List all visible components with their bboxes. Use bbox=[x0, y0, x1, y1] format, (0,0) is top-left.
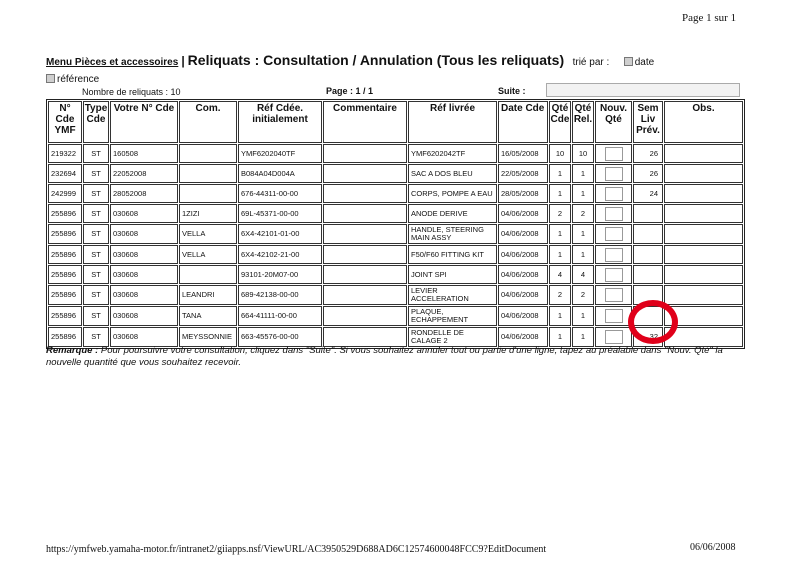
cell-qte-rel: 1 bbox=[572, 224, 594, 244]
cell-com: VELLA bbox=[179, 245, 237, 264]
sort-date-label: date bbox=[634, 57, 655, 68]
col-header-commentaire: Commentaire bbox=[323, 101, 407, 143]
cell-sem-liv bbox=[633, 245, 663, 264]
cell-date: 22/05/2008 bbox=[498, 164, 548, 183]
cell-votre-cde: 030608 bbox=[110, 306, 178, 326]
nouv-qte-input[interactable] bbox=[605, 268, 623, 282]
radio-icon bbox=[624, 57, 633, 66]
cell-ref-livree: ANODE DERIVE bbox=[408, 204, 497, 223]
cell-cde-ymf: 255896 bbox=[48, 204, 82, 223]
cell-sem-liv bbox=[633, 224, 663, 244]
cell-cde-ymf: 232694 bbox=[48, 164, 82, 183]
nouv-qte-input[interactable] bbox=[605, 227, 623, 241]
cell-qte-rel: 1 bbox=[572, 306, 594, 326]
cell-com: 1ZIZI bbox=[179, 204, 237, 223]
nouv-qte-input[interactable] bbox=[605, 187, 623, 201]
table-row bbox=[48, 184, 743, 203]
cell-nouv-qte bbox=[595, 144, 632, 163]
sem-liv-value: 32 bbox=[649, 332, 658, 341]
remark-label: Remarque : bbox=[46, 345, 99, 356]
col-header-qte-rel: Qté Rel. bbox=[572, 101, 594, 143]
cell-qte-rel: 1 bbox=[572, 327, 594, 347]
cell-date: 04/06/2008 bbox=[498, 327, 548, 347]
cell-type: ST bbox=[83, 327, 109, 347]
cell-ref-initiale: 6X4-42102-21-00 bbox=[238, 245, 322, 264]
sort-reference-label: référence bbox=[57, 74, 100, 85]
cell-ref-livree: SAC A DOS BLEU bbox=[408, 164, 497, 183]
cell-sem-liv bbox=[633, 144, 663, 163]
cell-cde-ymf: 219322 bbox=[48, 144, 82, 163]
cell-ref-livree: YMF6202042TF bbox=[408, 144, 497, 163]
table-row bbox=[48, 164, 743, 183]
cell-type: ST bbox=[83, 245, 109, 264]
cell-nouv-qte bbox=[595, 285, 632, 305]
cell-nouv-qte bbox=[595, 184, 632, 203]
menu-link[interactable]: Menu Pièces et accessoires bbox=[46, 57, 179, 68]
page-indicator: Page : 1 / 1 bbox=[326, 86, 374, 96]
nouv-qte-input[interactable] bbox=[605, 147, 623, 161]
table-row bbox=[48, 204, 743, 223]
cell-cde-ymf: 255896 bbox=[48, 285, 82, 305]
suite-button[interactable] bbox=[546, 83, 740, 97]
nouv-qte-input[interactable] bbox=[605, 309, 623, 323]
nouv-qte-input[interactable] bbox=[605, 288, 623, 302]
sem-liv-value: 24 bbox=[649, 188, 658, 198]
cell-cde-ymf: 255896 bbox=[48, 265, 82, 284]
cell-nouv-qte bbox=[595, 265, 632, 284]
cell-sem-liv bbox=[633, 164, 663, 183]
footer-date: 06/06/2008 bbox=[690, 542, 736, 553]
table-row bbox=[48, 285, 743, 305]
cell-commentaire bbox=[323, 204, 407, 223]
cell-obs bbox=[664, 184, 743, 203]
title-separator: | bbox=[181, 54, 185, 68]
cell-cde-ymf: 255896 bbox=[48, 327, 82, 347]
cell-ref-initiale: 689-42138-00-00 bbox=[238, 285, 322, 305]
cell-date: 04/06/2008 bbox=[498, 285, 548, 305]
cell-obs bbox=[664, 204, 743, 223]
cell-obs bbox=[664, 144, 743, 163]
cell-commentaire bbox=[323, 265, 407, 284]
cell-obs bbox=[664, 224, 743, 244]
cell-qte-cde: 1 bbox=[549, 164, 571, 183]
cell-qte-cde: 1 bbox=[549, 306, 571, 326]
cell-obs bbox=[664, 245, 743, 264]
cell-nouv-qte bbox=[595, 306, 632, 326]
cell-qte-cde: 1 bbox=[549, 224, 571, 244]
sort-by-reference[interactable] bbox=[46, 74, 99, 85]
cell-qte-rel: 2 bbox=[572, 204, 594, 223]
cell-ref-initiale: 676-44311-00-00 bbox=[238, 184, 322, 203]
cell-ref-livree: CORPS, POMPE A EAU bbox=[408, 184, 497, 203]
col-header-ref-livree: Réf livrée bbox=[408, 101, 497, 143]
radio-icon bbox=[46, 74, 55, 83]
cell-ref-initiale: B084A04D004A bbox=[238, 164, 322, 183]
col-header-type: Type Cde bbox=[83, 101, 109, 143]
cell-com: VELLA bbox=[179, 224, 237, 244]
col-header-qte-cde: Qté Cde bbox=[549, 101, 571, 143]
cell-commentaire bbox=[323, 285, 407, 305]
cell-nouv-qte bbox=[595, 327, 632, 347]
cell-ref-livree: HANDLE, STEERING MAIN ASSY bbox=[408, 224, 497, 244]
cell-qte-cde: 4 bbox=[549, 265, 571, 284]
cell-date: 04/06/2008 bbox=[498, 265, 548, 284]
cell-sem-liv bbox=[633, 204, 663, 223]
cell-ref-initiale: 663-45576-00-00 bbox=[238, 327, 322, 347]
cell-qte-rel: 2 bbox=[572, 285, 594, 305]
cell-votre-cde: 030608 bbox=[110, 285, 178, 305]
cell-type: ST bbox=[83, 184, 109, 203]
cell-date: 04/06/2008 bbox=[498, 245, 548, 264]
col-header-ref-initiale: Réf Cdée. initialement bbox=[238, 101, 322, 143]
cell-com: MEYSSONNIE bbox=[179, 327, 237, 347]
cell-obs bbox=[664, 265, 743, 284]
cell-type: ST bbox=[83, 265, 109, 284]
cell-type: ST bbox=[83, 204, 109, 223]
footer-url: https://ymfweb.yamaha-motor.fr/intranet2/giiapps.nsf/ViewURL/AC3950529D688AD6C12574600048FCC9?EditDocument bbox=[46, 544, 547, 555]
cell-commentaire bbox=[323, 245, 407, 264]
table-row bbox=[48, 224, 743, 244]
cell-ref-livree: LEVIER ACCELERATION bbox=[408, 285, 497, 305]
col-header-nouv-qte: Nouv. Qté bbox=[595, 101, 632, 143]
suite-label: Suite : bbox=[498, 86, 526, 96]
cell-com: LEANDRI bbox=[179, 285, 237, 305]
cell-qte-rel: 4 bbox=[572, 265, 594, 284]
cell-qte-rel: 1 bbox=[572, 184, 594, 203]
page-counter: Page 1 sur 1 bbox=[682, 12, 737, 24]
cell-date: 28/05/2008 bbox=[498, 184, 548, 203]
title-bar bbox=[46, 52, 654, 70]
sort-label: trié par : bbox=[572, 57, 610, 68]
cell-date: 04/06/2008 bbox=[498, 224, 548, 244]
table-row bbox=[48, 245, 743, 264]
cell-votre-cde: 030608 bbox=[110, 265, 178, 284]
highlight-circle-annotation bbox=[628, 300, 678, 344]
cell-ref-livree: JOINT SPI bbox=[408, 265, 497, 284]
sem-liv-value: 26 bbox=[649, 148, 658, 158]
cell-date: 16/05/2008 bbox=[498, 144, 548, 163]
col-header-votre-cde: Votre N° Cde bbox=[110, 101, 178, 143]
cell-commentaire bbox=[323, 144, 407, 163]
cell-votre-cde: 160508 bbox=[110, 144, 178, 163]
cell-type: ST bbox=[83, 224, 109, 244]
cell-ref-livree: PLAQUE, ECHAPPEMENT bbox=[408, 306, 497, 326]
cell-ref-livree: RONDELLE DE CALAGE 2 bbox=[408, 327, 497, 347]
cell-votre-cde: 28052008 bbox=[110, 184, 178, 203]
reliquats-count: Nombre de reliquats : 10 bbox=[82, 87, 181, 97]
cell-qte-cde: 2 bbox=[549, 285, 571, 305]
cell-nouv-qte bbox=[595, 164, 632, 183]
cell-votre-cde: 030608 bbox=[110, 224, 178, 244]
cell-obs bbox=[664, 164, 743, 183]
table-row bbox=[48, 144, 743, 163]
cell-commentaire bbox=[323, 224, 407, 244]
cell-ref-initiale: 93101-20M07-00 bbox=[238, 265, 322, 284]
cell-cde-ymf: 242999 bbox=[48, 184, 82, 203]
cell-ref-initiale: 6X4-42101-01-00 bbox=[238, 224, 322, 244]
cell-votre-cde: 030608 bbox=[110, 245, 178, 264]
cell-qte-cde: 2 bbox=[549, 204, 571, 223]
page-title: Reliquats : Consultation / Annulation (Tous les reliquats) bbox=[187, 52, 565, 68]
cell-qte-rel: 10 bbox=[572, 144, 594, 163]
cell-sem-liv bbox=[633, 184, 663, 203]
cell-type: ST bbox=[83, 164, 109, 183]
cell-ref-livree: F50/F60 FITTING KIT bbox=[408, 245, 497, 264]
cell-ref-initiale: 69L-45371-00-00 bbox=[238, 204, 322, 223]
cell-qte-cde: 1 bbox=[549, 327, 571, 347]
nouv-qte-input[interactable] bbox=[605, 248, 623, 262]
nouv-qte-input[interactable] bbox=[605, 207, 623, 221]
cell-com: TANA bbox=[179, 306, 237, 326]
cell-qte-cde: 10 bbox=[549, 144, 571, 163]
cell-com bbox=[179, 164, 237, 183]
remark-note bbox=[46, 345, 740, 369]
cell-cde-ymf: 255896 bbox=[48, 224, 82, 244]
cell-nouv-qte bbox=[595, 224, 632, 244]
cell-commentaire bbox=[323, 327, 407, 347]
info-row bbox=[46, 86, 740, 98]
cell-qte-rel: 1 bbox=[572, 164, 594, 183]
cell-com bbox=[179, 144, 237, 163]
cell-nouv-qte bbox=[595, 204, 632, 223]
remark-text: Pour poursuivre votre consultation, cliquez dans "Suite". Si vous souhaitez annuler tout ou partie d'une ligne, tapez au préalable dans "Nouv. Qté" la nouvelle quantité que vous souhaitez recevoir. bbox=[46, 345, 723, 368]
cell-votre-cde: 030608 bbox=[110, 204, 178, 223]
cell-votre-cde: 22052008 bbox=[110, 164, 178, 183]
cell-commentaire bbox=[323, 164, 407, 183]
cell-nouv-qte bbox=[595, 245, 632, 264]
cell-type: ST bbox=[83, 144, 109, 163]
cell-date: 04/06/2008 bbox=[498, 306, 548, 326]
cell-commentaire bbox=[323, 306, 407, 326]
cell-cde-ymf: 255896 bbox=[48, 245, 82, 264]
cell-ref-initiale: 664-41111-00-00 bbox=[238, 306, 322, 326]
col-header-cde-ymf: N° Cde YMF bbox=[48, 101, 82, 143]
cell-qte-cde: 1 bbox=[549, 245, 571, 264]
col-header-com: Com. bbox=[179, 101, 237, 143]
cell-sem-liv bbox=[633, 265, 663, 284]
cell-qte-rel: 1 bbox=[572, 245, 594, 264]
col-header-obs: Obs. bbox=[664, 101, 743, 143]
cell-type: ST bbox=[83, 285, 109, 305]
sort-by-date[interactable] bbox=[624, 57, 654, 68]
table-row bbox=[48, 265, 743, 284]
cell-votre-cde: 030608 bbox=[110, 327, 178, 347]
cell-obs bbox=[664, 285, 743, 305]
col-header-sem-liv: Sem Liv Prév. bbox=[633, 101, 663, 143]
nouv-qte-input[interactable] bbox=[605, 167, 623, 181]
col-header-date: Date Cde bbox=[498, 101, 548, 143]
nouv-qte-input[interactable] bbox=[605, 330, 623, 344]
cell-cde-ymf: 255896 bbox=[48, 306, 82, 326]
cell-date: 04/06/2008 bbox=[498, 204, 548, 223]
cell-ref-initiale: YMF6202040TF bbox=[238, 144, 322, 163]
cell-type: ST bbox=[83, 306, 109, 326]
cell-com bbox=[179, 265, 237, 284]
cell-qte-cde: 1 bbox=[549, 184, 571, 203]
cell-com bbox=[179, 184, 237, 203]
sem-liv-value: 26 bbox=[649, 168, 658, 178]
table-header-row bbox=[48, 101, 743, 143]
cell-commentaire bbox=[323, 184, 407, 203]
